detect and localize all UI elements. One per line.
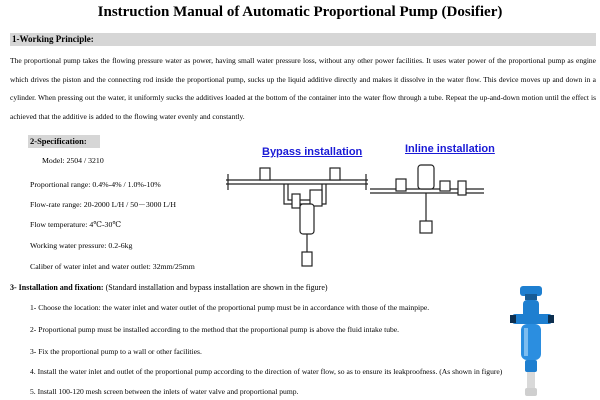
specification-heading-bar	[28, 135, 100, 148]
inline-installation-diagram	[368, 155, 486, 237]
installation-heading-note: (Standard installation and bypass installation are shown in the figure)	[103, 283, 328, 292]
installation-step: 3- Fix the proportional pump to a wall or other facilities.	[30, 347, 202, 356]
installation-heading-bold: 3- Installation and fixation:	[10, 283, 104, 292]
installation-step: 4. Install the water inlet and outlet of the proportional pump according to the direction of water flow, so as to ensure its leakproofness. (As shown in figure)	[30, 367, 503, 376]
installation-step: 1- Choose the location: the water inlet and water outlet of the proportional pump must be in accordance with those of the mainpipe.	[30, 303, 430, 312]
spec-model: Model: 2504 / 3210	[42, 156, 104, 165]
spec-proportional-range: Proportional range: 0.4%-4% / 1.0%-10%	[30, 180, 161, 189]
installation-step: 2- Proportional pump must be installed according to the method that the proportional pump is above the fluid intake tube.	[30, 325, 400, 334]
bypass-installation-title: Bypass installation	[262, 146, 363, 158]
inline-installation-title: Inline installation	[405, 143, 495, 155]
spec-flow-temperature: Flow temperature: 4℃-30℃	[30, 220, 122, 229]
bypass-installation-diagram	[222, 160, 372, 272]
spec-working-pressure: Working water pressure: 0.2-6kg	[30, 241, 133, 250]
working-principle-text: The proportional pump takes the flowing pressure water as power, having small water pressure loss, without any other power facilities. It uses water power of the proportional pump as engine which drives the piston and the connecting rod inside the proportional pump, sucks up the liquid additive directly and makes it dissolve in the water flow. This device moves up and down in a cylinder. When pressing out the water, it uniformly sucks the additives loaded at the bottom of the container into the water flow through a tube. Repeat the up-and-down motion until the effect is achieved that the additive is added to the flowing water evenly and constantly.	[10, 56, 596, 121]
document-title: Instruction Manual of Automatic Proportional Pump (Dosifier)	[97, 4, 503, 20]
working-principle-heading-bar	[10, 33, 596, 46]
installation-heading	[10, 283, 328, 292]
specification-heading: 2-Specification:	[30, 136, 87, 146]
working-principle-heading: 1-Working Principle:	[12, 34, 94, 44]
spec-caliber: Caliber of water inlet and water outlet: 32mm/25mm	[30, 262, 195, 271]
dosing-pump-photo	[510, 284, 555, 398]
installation-step: 5. Install 100-120 mesh screen between the inlets of water valve and proportional pump.	[30, 387, 299, 396]
spec-flow-rate-range: Flow-rate range: 20-2000 L/H / 50－3000 L/H	[30, 200, 176, 209]
